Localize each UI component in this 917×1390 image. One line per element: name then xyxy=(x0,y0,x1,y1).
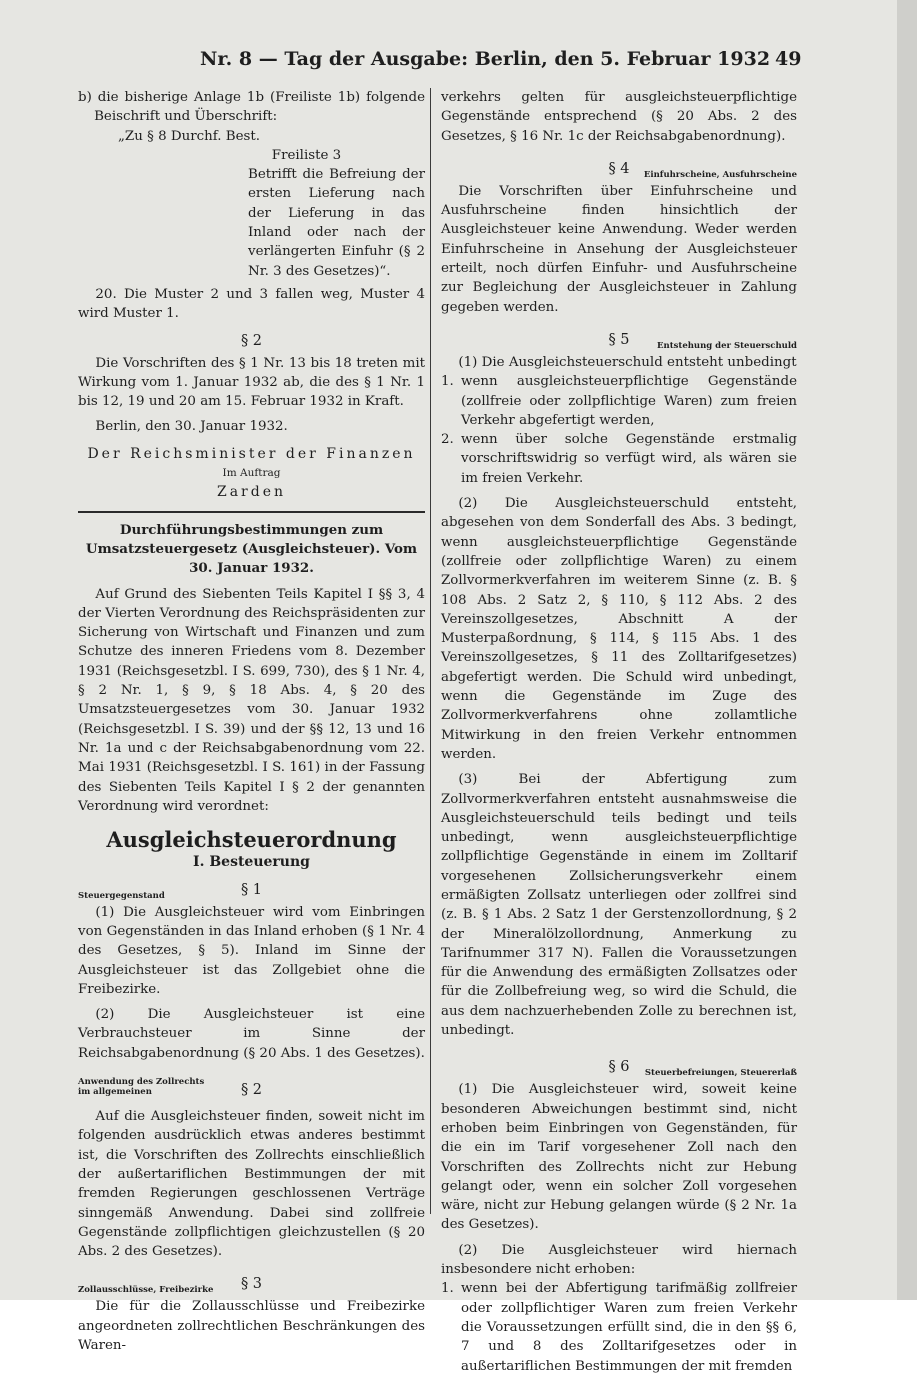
list-number: 1. xyxy=(441,374,454,390)
section-4-text: Die Vorschriften über Einfuhrscheine und Ausfuhrscheine finden hinsichtlich der Ausgleichsteuer keine Anwendung. Weder werden Einfuhrscheine in Ansehung der Ausgleichsteuer erteilt, noch dürfen Einfuhr- und Ausfuhrscheine zur Begleichung der Ausgleichsteuer in Zahlung gegeben werden. xyxy=(441,183,797,315)
section-1-title: § 1 xyxy=(240,881,263,898)
item-20: 20. Die Muster 2 und 3 fallen weg, Muster 4 wird Muster 1. xyxy=(78,286,425,322)
signature-name: Zarden xyxy=(216,484,287,501)
item-b-heading: b) die bisherige Anlage 1b (Freiliste 1b) folgende Beischrift und Überschrift: xyxy=(78,90,425,125)
section-1-para-1: (1) Die Ausgleichsteuer wird vom Einbringen von Gegenständen in das Inland erhoben (§ 1 Nr. 4 des Gesetzes, § 5). Inland im Sinne der Ausgleichsteuer ist das Zollgebiet ohne die Freibezirke. xyxy=(78,904,425,997)
section-2-text: Die Vorschriften des § 1 Nr. 13 bis 18 treten mit Wirkung vom 1. Januar 1932 ab, die des § 1 Nr. 1 bis 12, 19 und 20 am 15. Februar 1932 in Kraft. xyxy=(78,355,425,410)
section-5-para-2: (2) Die Ausgleichsteuerschuld entsteht, abgesehen von dem Sonderfall des Abs. 3 bedingt, wenn ausgleichsteuerpflichtige Gegenstände (zollfreie oder zollpflichtige Waren) zu einem Zollvormerkverfahren im weiterem Sinne (z. B. § 108 Abs. 2 Satz 2, § 110, § 112 Abs. 2 des Vereinszollgesetzes, Abschnitt A der Musterpaßordnung, § 114, § 115 Abs. 1 des Vereinszollgesetzes, § 11 des Zolltarifgesetzes) abgefertigt werden. Die Schuld wird unbedingt, wenn die Gegenstände im Zuge des Zollvormerkverfahrens ohne zollamtliche Mitwirkung in den freien Verkehr entnommen werden. xyxy=(441,496,797,762)
section-4-heading-row xyxy=(441,160,797,182)
section-5-title: § 5 xyxy=(608,331,630,348)
column-divider xyxy=(430,88,431,1214)
section-6-para-2: (2) Die Ausgleichsteuer wird hiernach insbesondere nicht erhoben: xyxy=(441,1242,797,1278)
section-2-title: § 2 xyxy=(240,332,263,349)
section-divider xyxy=(78,511,425,513)
list-item-text: wenn bei der Abfertigung tarifmäßig zollfreier oder zollpflichtiger Waren zum freien Verkehr die Voraussetzungen erfüllt sind, die in den §§ 6, 7 und 8 des Zolltarifgesetzes oder in außertariflichen Bestimmungen der mit fremden xyxy=(461,1281,797,1374)
preamble: Auf Grund des Siebenten Teils Kapitel I §§ 3, 4 der Vierten Verordnung des Reichspräsidenten zur Sicherung von Wirtschaft und Finanzen und zum Schutze des inneren Friedens vom 8. Dezember 1931 (Reichsgesetzbl. I S. 699, 730), des § 1 Nr. 4, § 2 Nr. 1, § 9, § 18 Abs. 4, § 20 des Umsatzsteuergesetzes vom 30. Januar 1932 (Reichsgesetzbl. I S. 39) und der §§ 12, 13 und 16 Nr. 1a und c der Reichsabgabenordnung vom 22. Mai 1931 (Reichsgesetzbl. I S. 161) in der Fassung des Siebenten Teils Kapitel I § 2 der genannten Verordnung wird verordnet: xyxy=(78,586,425,814)
freiliste-description: Betrifft die Befreiung der ersten Lieferung nach der Lieferung in das Inland oder nach der verlängerten Einfuhr (§ 2 Nr. 3 des Gesetzes)“. xyxy=(248,167,425,279)
section-2-heading-row xyxy=(78,332,425,354)
list-item-text: wenn ausgleichsteuerpflichtige Gegenstände (zollfreie oder zollpflichtige Waren) zum freien Verkehr abgefertigt werden, xyxy=(461,374,797,428)
section-3-heading-row xyxy=(78,1275,425,1297)
section-5-item-1 xyxy=(441,372,797,430)
freiliste-title: Freiliste 3 xyxy=(271,147,342,163)
part-title: I. Besteuerung xyxy=(193,854,310,871)
page-binding-edge xyxy=(897,0,917,1300)
list-number: 1. xyxy=(441,1281,454,1297)
section-4-title: § 4 xyxy=(608,160,630,177)
section-5-item-2 xyxy=(441,430,797,488)
section-6-heading-row xyxy=(441,1058,797,1080)
continuation-text: verkehrs gelten für ausgleichsteuerpflichtige Gegenstände entsprechend (§ 20 Abs. 2 des Gesetzes, § 16 Nr. 1c der Reichsabgabenordnung). xyxy=(441,90,797,144)
ordnung-title: Ausgleichsteuerordnung xyxy=(106,827,397,853)
section-5-para-1: (1) Die Ausgleichsteuerschuld entsteht unbedingt xyxy=(458,354,797,370)
section-6-item-1 xyxy=(441,1279,797,1375)
section-6-para-1: (1) Die Ausgleichsteuer wird, soweit keine besonderen Abweichungen bestimmt sind, nicht erhoben beim Einbringen von Gegenständen, für die ein im Tarif vorgesehener Zoll nach den Vorschriften des Zollrechts nicht zur Hebung gelangt oder, wenn ein solcher Zoll vorgesehen wäre, nicht zur Hebung gelangen würde (§ 2 Nr. 1a des Gesetzes). xyxy=(441,1082,797,1233)
section-5-para-3: (3) Bei der Abfertigung zum Zollvormerkverfahren entsteht ausnahmsweise die Ausgleichsteuerschuld teils bedingt und teils unbedingt, wenn ausgleichsteuerpflichtige zollpflichtige Gegenstände in einem im Zolltarif vorgesehenen Zollsicherungsverkehr einem ermäßigten Zollsatz unterliegen oder zollfrei sind (z. B. § 1 Abs. 2 Satz 1 der Gerstenzollordnung, § 2 der Mineralölzollordnung, Anmerkung zu Tarifnummer 317 N). Fallen die Voraussetzungen für die Anwendung des ermäßigten Zollsatzes oder für die Zollbefreiung weg, so wird die Schuld, die aus dem nachzuerhebenden Zolle zu berechnen ist, unbedingt. xyxy=(441,772,797,1039)
section-3-text: Die für die Zollausschlüsse und Freibezirke angeordneten zollrechtlichen Beschränkungen des Waren- xyxy=(78,1299,425,1354)
decree-title: Durchführungsbestimmungen zum Umsatzsteuergesetz (Ausgleichsteuer). Vom 30. Januar 1932. xyxy=(85,521,418,577)
section-2b-title: § 2 xyxy=(240,1082,263,1099)
section-5-side-note: Entstehung der Steuerschuld xyxy=(657,340,797,351)
left-column xyxy=(78,88,425,1355)
section-5-heading-row xyxy=(441,331,797,353)
section-6-side-note: Steuerbefreiungen, Steuererlaß xyxy=(644,1068,797,1079)
section-3-title: § 3 xyxy=(240,1276,263,1293)
section-2b-heading-row xyxy=(78,1077,425,1107)
list-number: 2. xyxy=(441,432,454,448)
section-6-title: § 6 xyxy=(608,1059,630,1076)
im-auftrag: Im Auftrag xyxy=(222,467,281,480)
side-note-line-1: Anwendung des Zollrechts xyxy=(78,1077,205,1088)
section-4-side-note: Einfuhrscheine, Ausfuhrscheine xyxy=(643,169,797,180)
page-number: 49 xyxy=(775,48,802,70)
zu-line: „Zu § 8 Durchf. Best. xyxy=(118,128,261,144)
right-column xyxy=(441,88,797,1376)
section-1-heading-row xyxy=(78,881,425,903)
page-header xyxy=(0,48,917,78)
header-issue-line: Nr. 8 — Tag der Ausgabe: Berlin, den 5. Februar 1932 xyxy=(200,48,771,70)
section-2b-text: Auf die Ausgleichsteuer finden, soweit nicht im folgenden ausdrücklich etwas anderes bestimmt ist, die Vorschriften des Zollrechts einschließlich der außertariflichen Bestimmungen der mit fremden Regierungen geschlossenen Verträge sinngemäß Anwendung. Dabei sind zollfreie Gegenstände zollpflichtigen gleichzustellen (§ 20 Abs. 2 des Gesetzes). xyxy=(78,1109,425,1260)
section-3-side-note: Zollausschlüsse, Freibezirke xyxy=(78,1285,214,1296)
section-1-side-note: Steuergegenstand xyxy=(78,890,165,901)
minister-line: Der Reichsminister der Finanzen xyxy=(87,445,416,462)
section-1-para-2: (2) Die Ausgleichsteuer ist eine Verbrauchsteuer im Sinne der Reichsabgabenordnung (§ 20 Abs. 1 des Gesetzes). xyxy=(78,1007,425,1061)
list-item-text: wenn über solche Gegenstände erstmalig vorschriftswidrig so verfügt wird, als wären sie im freien Verkehr. xyxy=(461,432,797,486)
side-note-line-2: im allgemeinen xyxy=(78,1087,152,1098)
date-line: Berlin, den 30. Januar 1932. xyxy=(95,419,288,435)
